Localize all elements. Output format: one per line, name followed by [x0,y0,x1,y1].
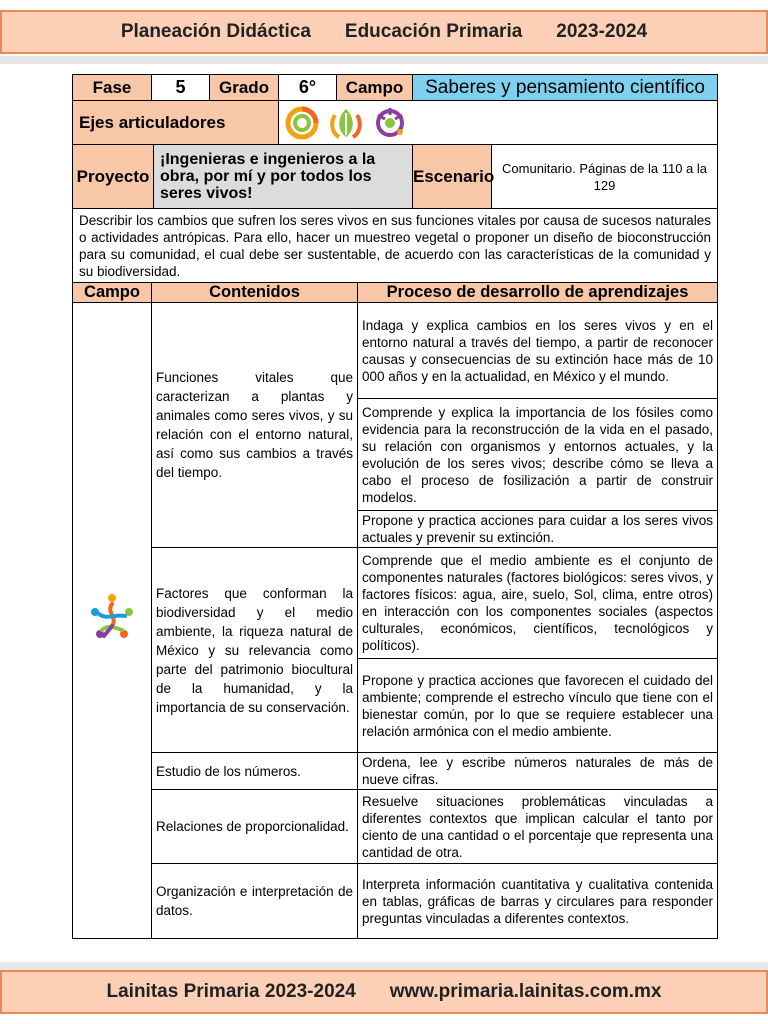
footer-banner [0,970,768,1014]
fase-value: 5 [152,75,210,101]
grado-label: Grado [210,75,279,101]
proyecto-label: Proyecto [73,145,154,209]
footer-shadow-band [0,962,768,970]
ejes-icons [279,101,718,145]
header-title: Planeación Didáctica [120,21,311,42]
contenido-datos: Organización e interpretación de datos. [152,864,358,939]
proceso-1-3: Propone y practica acciones para cuidar a los seres vivos actuales y prevenir su extinción. [358,511,718,548]
contenido-funciones-vitales: Funciones vitales que caracterizan a plantas y animales como seres vivos, y su relación con el entorno natural, así como sus cambios a través del tiempo. [152,303,358,548]
grado-value: 6° [279,75,337,101]
project-description: Describir los cambios que sufren los seres vivos en sus funciones vitales por causa de sucesos naturales o actividades antrópicas. Para ello, hacer un muestreo vegetal o proponer un diseño de bioconstrucción para su comunidad, el cual debe ser sustentable, de acuerdo con las características de la comunidad y su biodiversidad. [73,209,718,283]
contenido-biodiversidad: Factores que conforman la biodiversidad y el medio ambiente, la riqueza natural de México y su relevancia como parte del patrimonio biocultural de la humanidad, y la importancia de su conservación. [152,548,358,753]
column-header-contenidos: Contenidos [152,283,358,303]
campo-label: Campo [337,75,413,101]
ejes-label: Ejes articuladores [73,101,279,145]
escenario-label: Escenario [413,145,492,209]
planning-table [72,74,718,939]
fase-label: Fase [73,75,152,101]
footer-url: www.primaria.lainitas.com.mx [389,981,662,1002]
interculturalidad-icon [327,105,365,141]
header-level: Educación Primaria [344,21,523,42]
header-year: 2023-2024 [556,21,648,42]
header-banner [0,10,768,54]
proceso-5-1: Interpreta información cuantitativa y cualitativa contenida en tablas, gráficas de barras y circulares para responder preguntas vinculadas a diferentes contextos. [358,864,718,939]
column-header-proceso: Proceso de desarrollo de aprendizajes [358,283,718,303]
proceso-1-1: Indaga y explica cambios en los seres vivos y en el entorno natural a través del tiempo, a partir de reconocer causas y consecuencias de su extinción hace más de 10 000 años y en la actualidad, en México y el mundo. [358,303,718,399]
contenido-proporcionalidad: Relaciones de proporcionalidad. [152,790,358,864]
vida-saludable-icon [373,106,407,140]
campo-value: Saberes y pensamiento científico [413,75,718,101]
contenido-numeros: Estudio de los números. [152,753,358,790]
proceso-2-2: Propone y practica acciones que favorecen el cuidado del ambiente; comprende el estrecho vínculo que tiene con el bienestar común, por lo que se requiere establecer una relación armónica con el medio ambiente. [358,659,718,753]
column-header-campo: Campo [73,283,152,303]
proceso-1-2: Comprende y explica la importancia de los fósiles como evidencia para la reconstrucción de la vida en el pasado, su relación con organismos y entornos actuales, y la evolución de los seres vivos; describe cómo se lleva a cabo el proceso de fosilización a partir de construir modelos. [358,399,718,511]
saberes-campo-icon [86,592,138,644]
header-shadow-band [0,56,768,64]
campo-icon-cell [73,303,152,939]
escenario-value: Comunitario. Páginas de la 110 a la 129 [492,145,718,209]
proceso-2-1: Comprende que el medio ambiente es el conjunto de componentes naturales (factores biológicos: seres vivos, y factores físicos: agua, aire, suelo, Sol, clima, entre otros) en interacción con los componentes sociales (aspectos culturales, económicos, científicos, tecnológicos y políticos). [358,548,718,659]
footer-brand: Lainitas Primaria 2023-2024 [106,981,356,1002]
proyecto-title: ¡Ingenieras e ingenieros a la obra, por mí y por todos los seres vivos! [154,145,413,209]
inclusion-icon [285,106,319,140]
proceso-3-1: Ordena, lee y escribe números naturales de más de nueve cifras. [358,753,718,790]
proceso-4-1: Resuelve situaciones problemáticas vinculadas a diferentes contextos que implican calcular el tanto por ciento de una cantidad o el porcentaje que representa una cantidad de otra. [358,790,718,864]
